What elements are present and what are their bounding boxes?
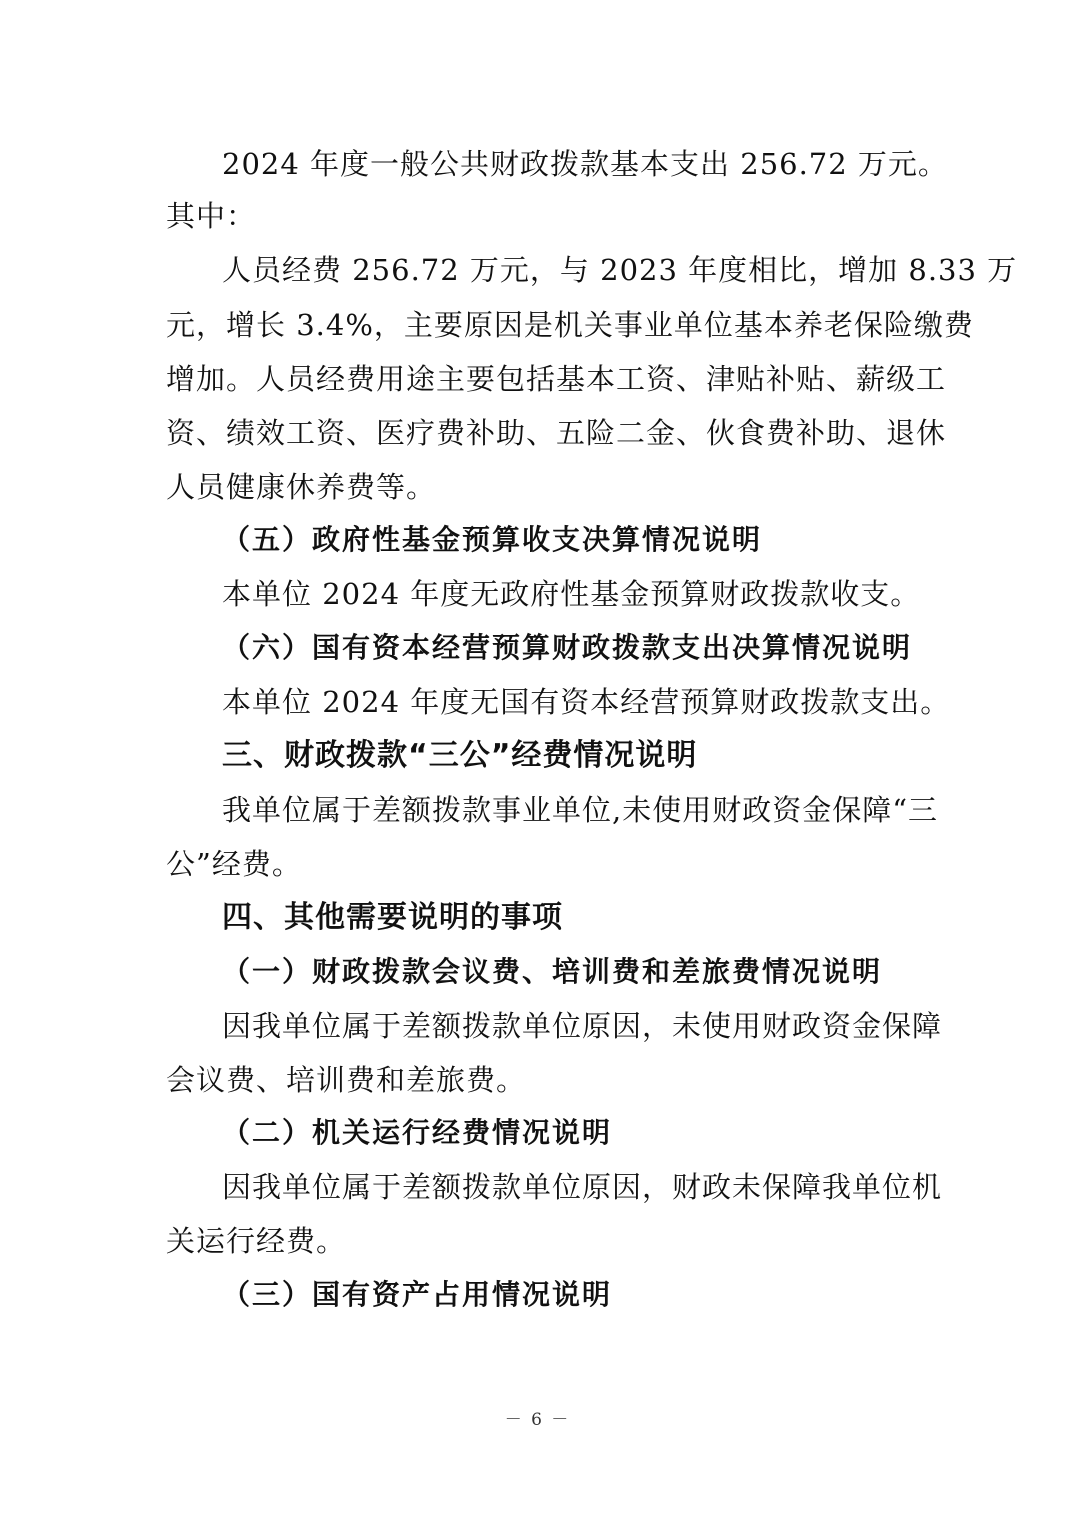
subsection-heading: （二）机关运行经费情况说明 [222, 1116, 613, 1149]
paragraph-line: 人员经费 256.72 万元，与 2023 年度相比，增加 8.33 万 [222, 253, 1018, 287]
paragraph-line: 因我单位属于差额拨款单位原因，未使用财政资金保障 [222, 1009, 943, 1043]
paragraph-line: 本单位 2024 年度无政府性基金预算财政拨款收支。 [222, 577, 921, 611]
section-heading: 三、财政拨款“三公”经费情况说明 [222, 738, 698, 773]
subsection-heading: （六）国有资本经营预算财政拨款支出决算情况说明 [222, 631, 913, 664]
paragraph-line: 人员健康休养费等。 [166, 470, 437, 504]
paragraph-line: 因我单位属于差额拨款单位原因，财政未保障我单位机 [222, 1170, 943, 1204]
paragraph-line: 我单位属于差额拨款事业单位,未使用财政资金保障“三 [222, 793, 939, 827]
page-number: － 6 － [504, 1410, 571, 1430]
paragraph-line: 本单位 2024 年度无国有资本经营预算财政拨款支出。 [222, 685, 951, 719]
subsection-heading: （三）国有资产占用情况说明 [222, 1278, 613, 1311]
paragraph-line: 2024 年度一般公共财政拨款基本支出 256.72 万元。 [222, 147, 948, 181]
paragraph-line: 其中： [166, 199, 257, 233]
paragraph-line: 增加。人员经费用途主要包括基本工资、津贴补贴、薪级工 [166, 362, 947, 396]
paragraph-line: 公”经费。 [166, 847, 302, 881]
subsection-heading: （一）财政拨款会议费、培训费和差旅费情况说明 [222, 955, 883, 988]
paragraph-line: 关运行经费。 [166, 1224, 347, 1258]
paragraph-line: 元，增长 3.4%，主要原因是机关事业单位基本养老保险缴费 [166, 308, 974, 342]
paragraph-line: 会议费、培训费和差旅费。 [166, 1063, 527, 1097]
paragraph-line: 资、绩效工资、医疗费补助、五险二金、伙食费补助、退休 [166, 416, 947, 450]
subsection-heading: （五）政府性基金预算收支决算情况说明 [222, 523, 763, 556]
section-heading: 四、其他需要说明的事项 [222, 900, 563, 935]
